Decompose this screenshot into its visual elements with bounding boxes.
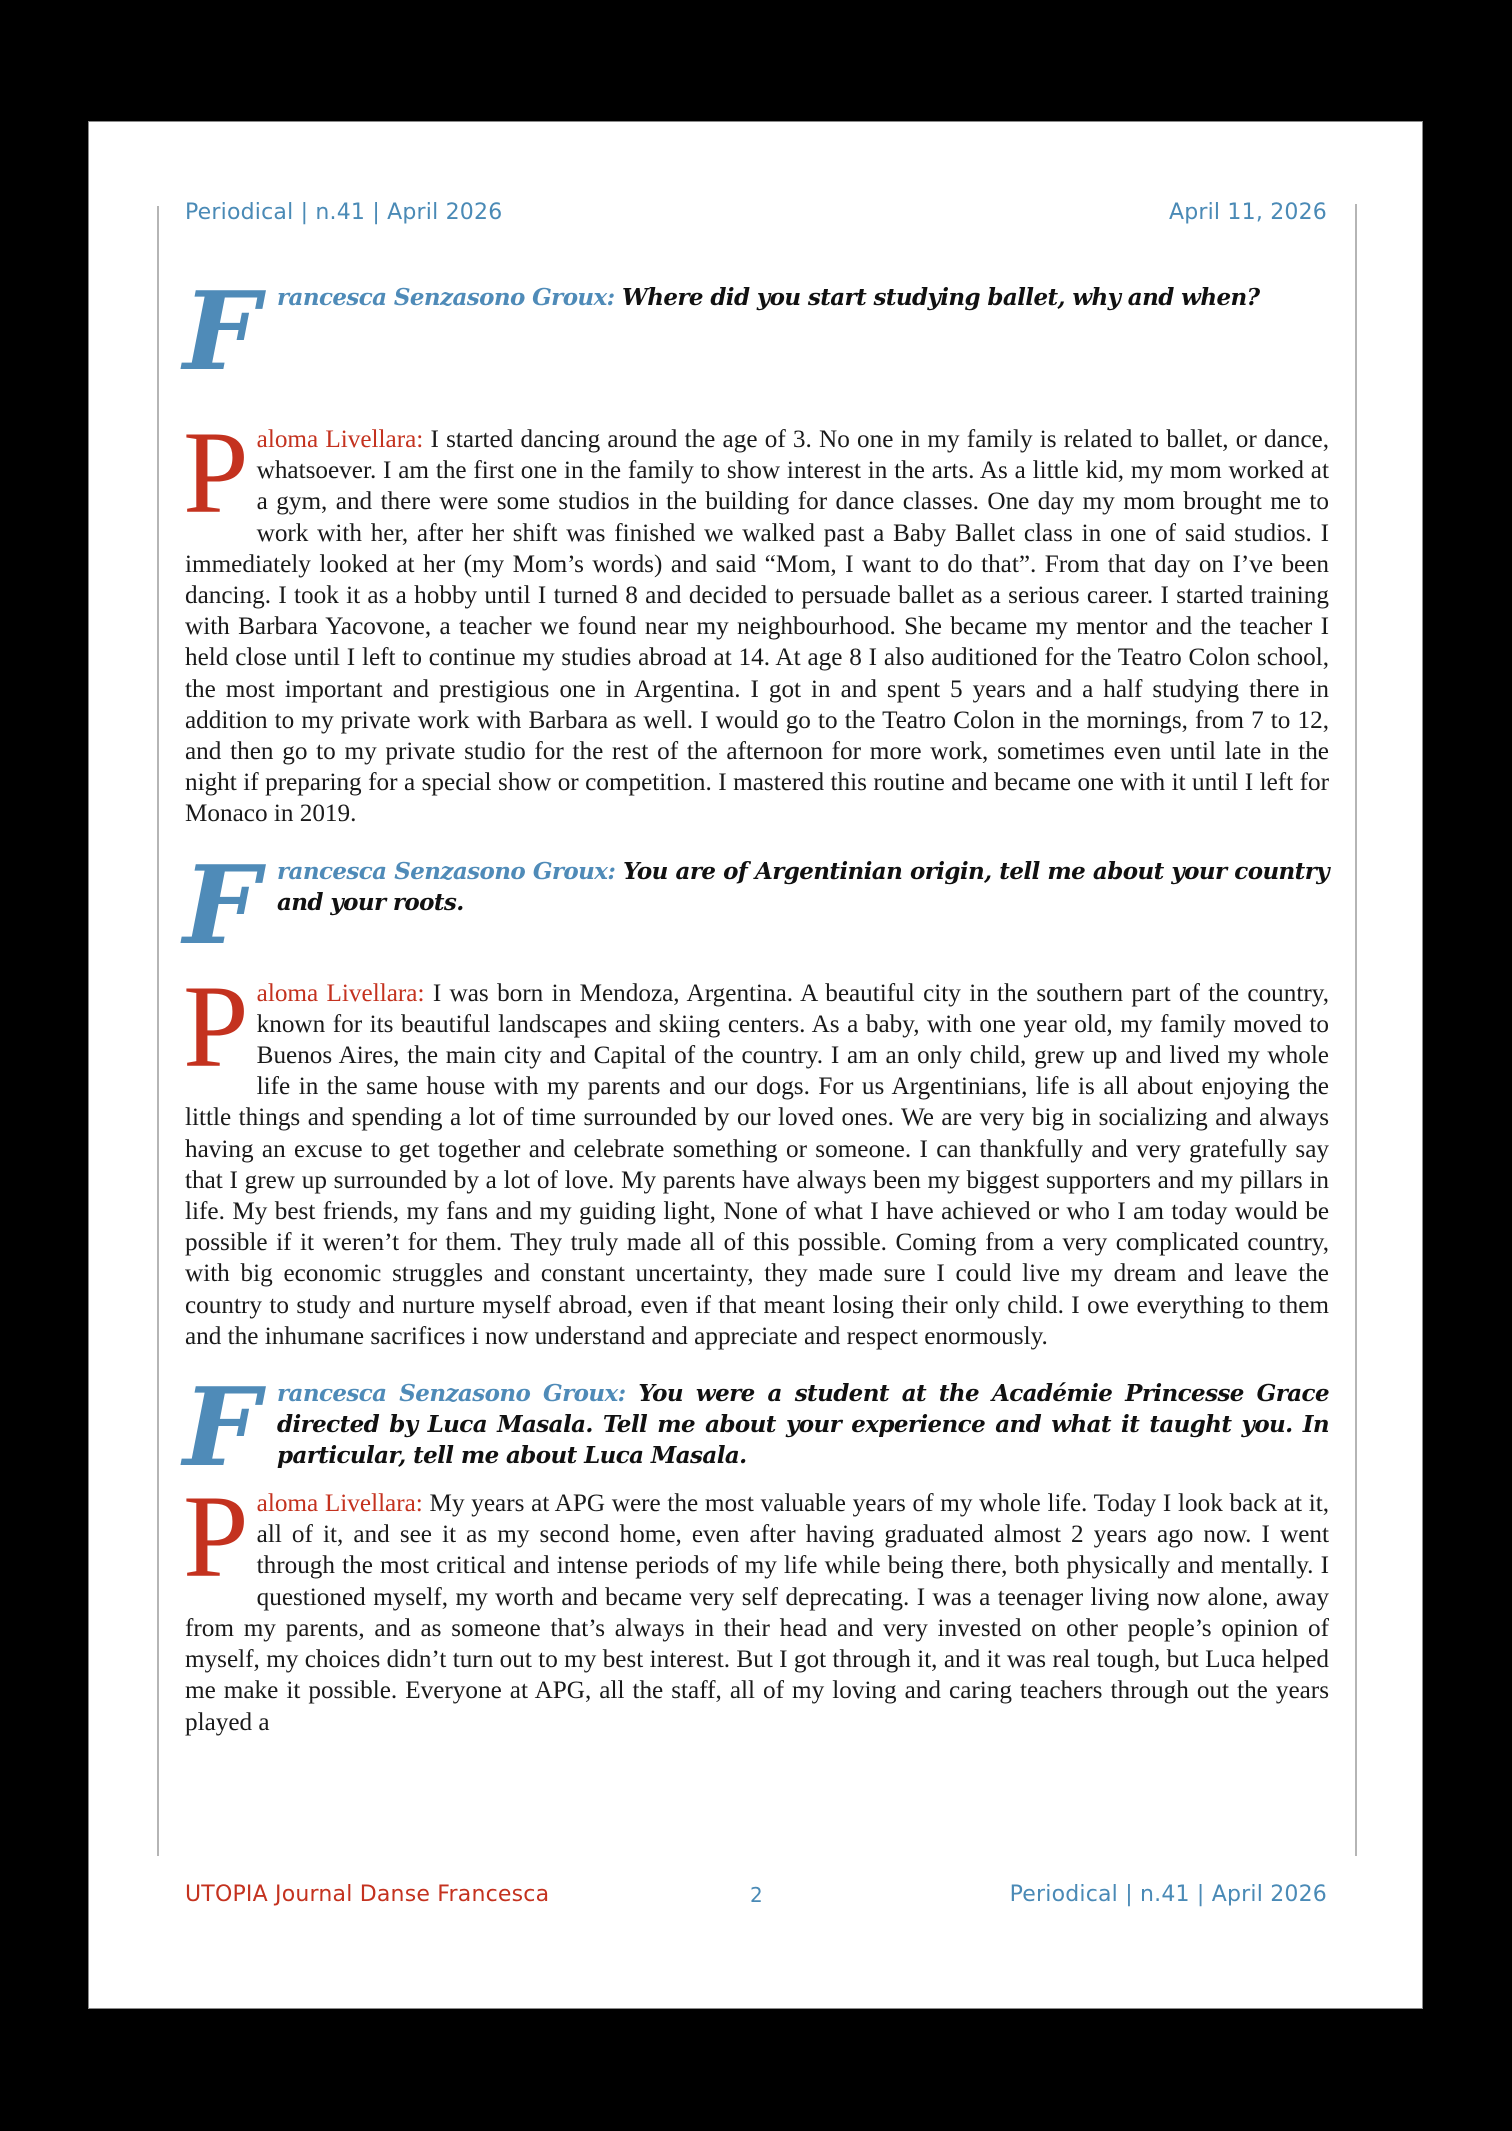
interview-body	[183, 269, 1329, 1738]
running-header-publication: Periodical | n.41 | April 2026	[185, 200, 503, 225]
question-text: You were a student at the Académie Princesse Grace directed by Luca Masala. Tell me about your experience and what it taught you. In particular, tell me about Luca Masala.	[277, 1380, 1329, 1470]
answer-3	[183, 1471, 1329, 1738]
answer-text: I started dancing around the age of 3. No one in my family is related to ballet, or dance, whatsoever. I am the first one in the family to show interest in the arts. As a little kid, my mom worked at a gym, and there were some studios in the building for dance classes. One day my mom brought me to work with her, after her shift was finished we walked past a Baby Ballet class in one of said studios. I immediately looked at her (my Mom’s words) and said “Mom, I want to do that”. From that day on I’ve been dancing. I took it as a hobby until I turned 8 and decided to persuade ballet as a serious career. I started training with Barbara Yacovone, a teacher we found near my neighbourhood. She became my mentor and the teacher I held close until I left to continue my studies abroad at 14. At age 8 I also auditioned for the Teatro Colon school, the most important and prestigious one in Argentina. I got in and spent 5 years and a half studying there in addition to my private work with Barbara as well. I would go to the Teatro Colon in the mornings, from 7 to 12, and then go to my private studio for the rest of the afternoon for more work, sometimes even until late in the night if preparing for a special show or competition. I mastered this routine and became one with it until I left for Monaco in 2019.	[185, 426, 1329, 828]
question-text: Where did you start studying ballet, why and when?	[621, 284, 1260, 311]
drop-cap-p: P	[183, 407, 249, 538]
answer-text: I was born in Mendoza, Argentina. A beautiful city in the southern part of the country, known for its beautiful landscapes and skiing centers. As a baby, with one year old, my family moved to Buenos Aires, the main city and Capital of the country. I am an only child, grew up and lived my whole life in the same house with my parents and our dogs. For us Argentinians, life is all about enjoying the little things and spending a lot of time surrounded by our loved ones. We are very big in socializing and always having an excuse to get together and celebrate something or someone. I can thankfully and very gratefully say that I grew up surrounded by a lot of love. My parents have always been my biggest supporters and my pillars in life. My best friends, my fans and my guiding light, None of what I have achieved or who I am today would be possible if it weren’t for them. They truly made all of this possible. Coming from a very complicated country, with big economic struggles and constant uncertainty, they made sure I could live my dream and leave the country to study and nurture myself abroad, even if that meant losing their only child. I owe everything to them and the inhumane sacrifices i now understand and appreciate and respect enormously.	[185, 979, 1329, 1350]
interviewer-name: rancesca Senzasono Groux:	[277, 284, 615, 311]
running-header-date: April 11, 2026	[1168, 200, 1327, 225]
drop-cap-p: P	[183, 1471, 249, 1603]
question-2	[183, 842, 1329, 969]
question-1	[183, 269, 1329, 402]
drop-cap-f: F	[183, 269, 260, 395]
drop-cap-f: F	[183, 1365, 260, 1492]
question-3	[183, 1365, 1329, 1492]
interviewee-name: aloma Livellara:	[256, 1490, 423, 1518]
drop-cap-p: P	[183, 960, 249, 1092]
interviewee-name: aloma Livellara:	[256, 979, 425, 1007]
question-text: You are of Argentinian origin, tell me about your country and your roots.	[277, 857, 1329, 916]
left-margin-rule	[157, 206, 159, 1856]
document-page	[88, 121, 1423, 2009]
answer-1	[183, 407, 1329, 830]
answer-2	[183, 960, 1329, 1352]
answer-text: My years at APG were the most valuable years of my whole life. Today I look back at it, all of it, and see it as my second home, even after having graduated almost 2 years ago now. I went through the most critical and intense periods of my life while being there, both physically and mentally. I questioned myself, my worth and became very self deprecating. I was a teenager living now alone, away from my parents, and as someone that’s always in their head and very invested on other people’s opinion of myself, my choices didn’t turn out to my best interest. But I got through it, and it was real tough, but Luca helped me make it possible. Everyone at APG, all the staff, all of my loving and caring teachers through out the years played a	[185, 1490, 1329, 1736]
footer-publication: Periodical | n.41 | April 2026	[1009, 1882, 1327, 1907]
drop-cap-f: F	[183, 842, 260, 969]
page-number: 2	[750, 1883, 763, 1907]
right-margin-rule	[1355, 204, 1357, 1856]
interviewer-name: rancesca Senzasono Groux:	[277, 857, 616, 885]
interviewer-name: rancesca Senzasono Groux:	[277, 1380, 626, 1408]
interviewee-name: aloma Livellara:	[256, 426, 424, 453]
footer-journal-title: UTOPIA Journal Danse Francesca	[185, 1882, 550, 1907]
